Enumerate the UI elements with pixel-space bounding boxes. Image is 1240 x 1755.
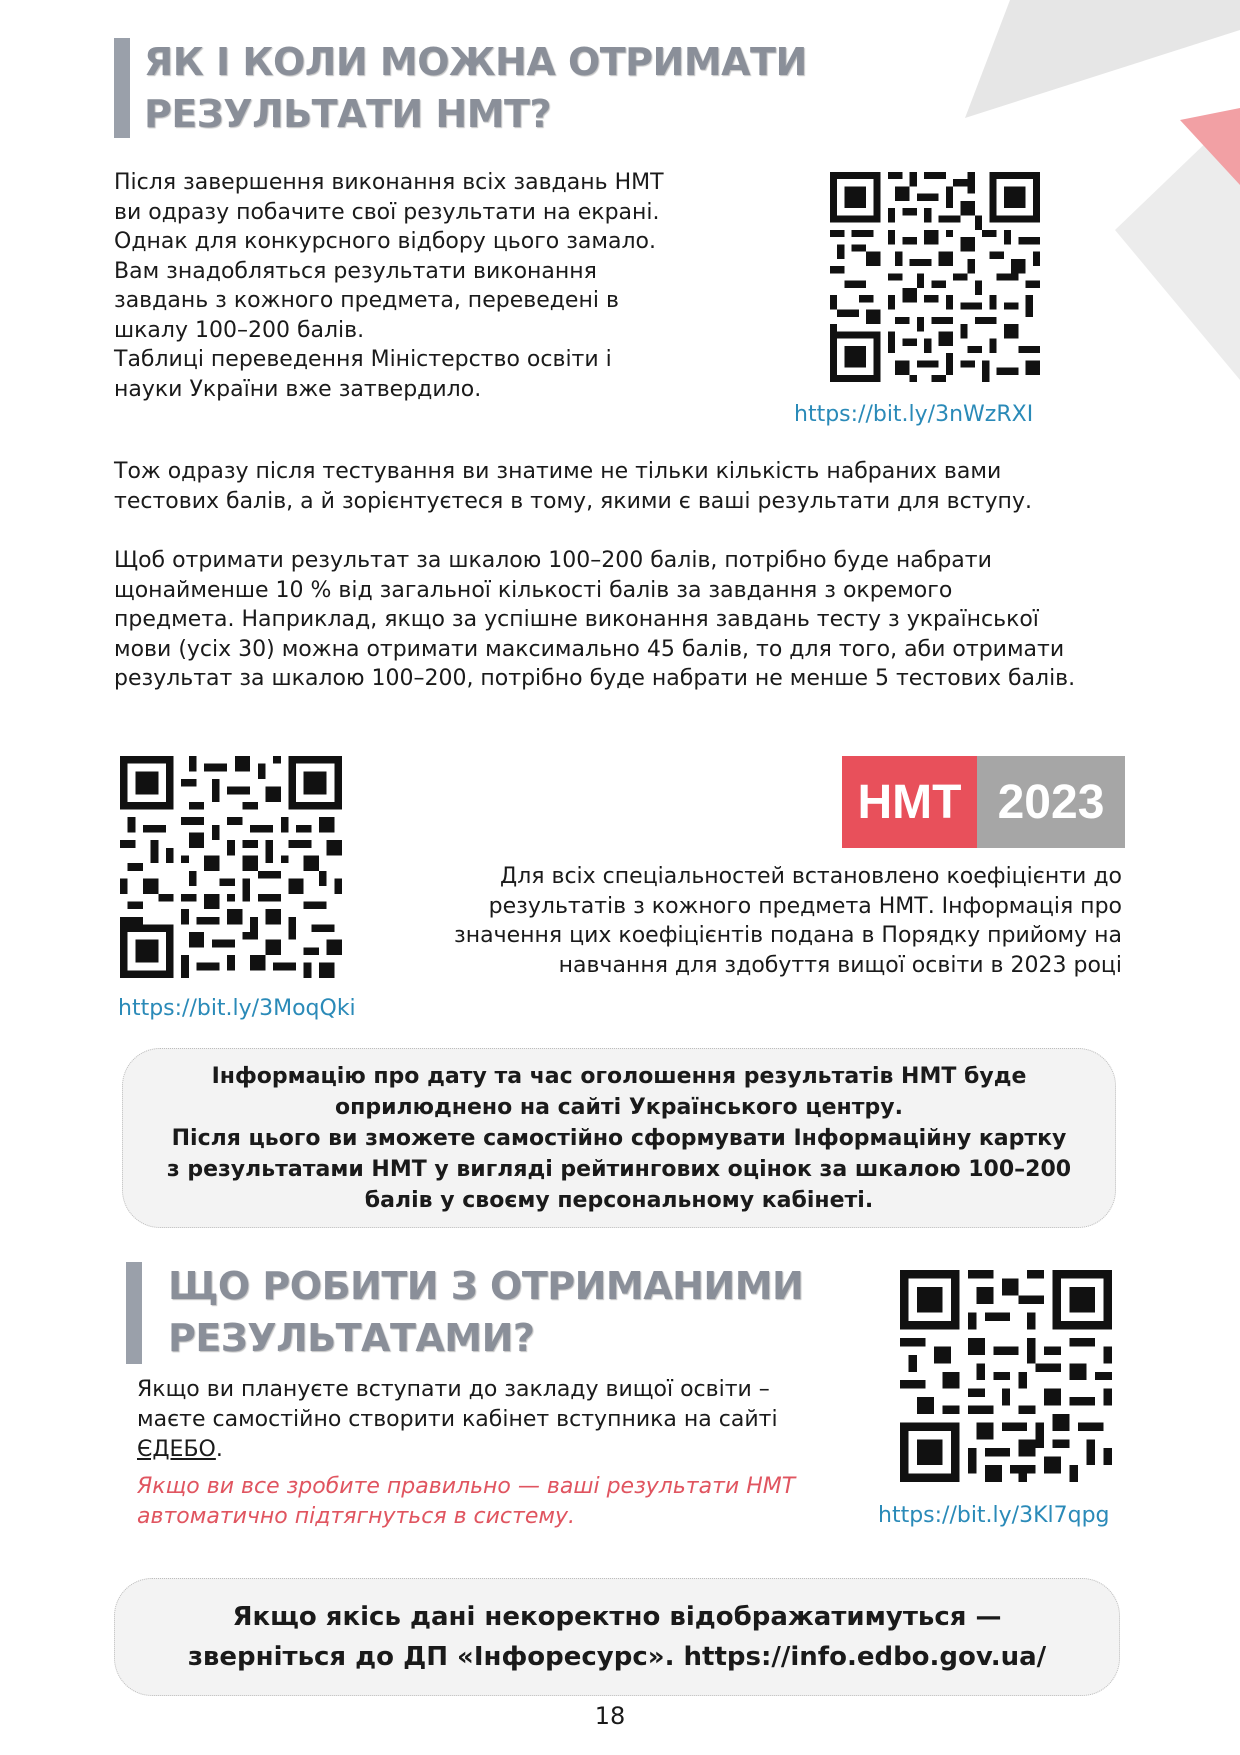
qr-code-icon [900, 1270, 1112, 1482]
info-box-inforesurs-text: Якщо якісь дані некоректно відображатимуться — зверніться до ДП «Інфоресурс». https://info.edbo.gov.ua/ [187, 1602, 1047, 1672]
section-title-line2: РЕЗУЛЬТАТИ НМТ? [144, 92, 551, 136]
intro-paragraph: Після завершення виконання всіх завдань НМТ ви одразу побачите свої результати на екрані. Однак для конкурсного відбору цього замало. Вам знадобляться результати виконання завдань з кожного предмета, переведені в шкалу 100–200 балів. Таблиці переведення Міністерство освіти і науки України вже затвердило. [114, 170, 664, 402]
automatic-upload-note: Якщо ви все зробите правильно — ваші результати НМТ автоматично підтягнуться в систему. [137, 1474, 796, 1529]
section-title-results [144, 36, 807, 140]
paragraph-threshold: Щоб отримати результат за шкалою 100–200 балів, потрібно буде набрати щонайменше 10 % від загальної кількості балів за завдання з окремого предмета. Наприклад, якщо за успішне виконання завдань тесту з української мови (усіх 30) можна отримати максимально 45 балів, то для того, аби отримати результат за шкалою 100–200, потрібно буде набрати не менше 5 тестових балів. [114, 548, 1076, 691]
qr-code-edebo[interactable] [900, 1270, 1112, 1482]
section-title-line1: ЩО РОБИТИ З ОТРИМАНИМИ [168, 1264, 804, 1308]
edebo-link[interactable]: ЄДЕБО [137, 1437, 216, 1462]
edebo-paragraph [137, 1375, 837, 1465]
badge-nmt-label: НМТ [842, 756, 977, 848]
link-conversion-tables[interactable]: https://bit.ly/3nWzRXI [794, 402, 1034, 427]
page-number: 18 [594, 1702, 626, 1730]
info-box-inforesurs [114, 1578, 1120, 1696]
qr-code-icon [120, 756, 342, 978]
qr-code-icon [830, 172, 1040, 382]
paragraph-orientation: Тож одразу після тестування ви знатиме не тільки кількість набраних вами тестових балів, а й зорієнтуєтеся в тому, якими є ваші результати для вступу. [114, 459, 1032, 514]
heading-accent-bar [126, 1262, 142, 1364]
nmt-2023-badge [842, 756, 1125, 848]
qr-code-conversion-tables[interactable] [830, 172, 1040, 382]
qr-code-admission-rules[interactable] [120, 756, 342, 978]
info-box-results-announcement [122, 1048, 1116, 1228]
section-title-line2: РЕЗУЛЬТАТАМИ? [168, 1316, 535, 1360]
section-title-line1: ЯК І КОЛИ МОЖНА ОТРИМАТИ [144, 40, 807, 84]
link-admission-rules[interactable]: https://bit.ly/3MoqQki [118, 996, 356, 1021]
edebo-paragraph-text: Якщо ви плануєте вступати до закладу вищої освіти – маєте самостійно створити кабінет вступника на сайті [137, 1377, 778, 1432]
badge-year-label: 2023 [977, 756, 1125, 848]
coefficients-paragraph: Для всіх спеціальностей встановлено коефіцієнти до результатів з кожного предмета НМТ. Інформація про значення цих коефіцієнтів подана в Порядку прийому на навчання для здобуття вищої освіти в 2023 році [454, 864, 1122, 978]
info-box-results-text: Інформацію про дату та час оголошення результатів НМТ буде оприлюднено на сайті Українського центру. Після цього ви зможете самостійно сформувати Інформаційну картку з результатами НМТ у вигляді рейтингових оцінок за шкалою 100–200 балів у своєму персональному кабінеті. [166, 1063, 1072, 1213]
section-title-what-to-do [168, 1260, 803, 1364]
edebo-paragraph-end: . [215, 1437, 223, 1462]
heading-accent-bar [114, 38, 130, 138]
link-edebo[interactable]: https://bit.ly/3Kl7qpg [878, 1503, 1110, 1528]
